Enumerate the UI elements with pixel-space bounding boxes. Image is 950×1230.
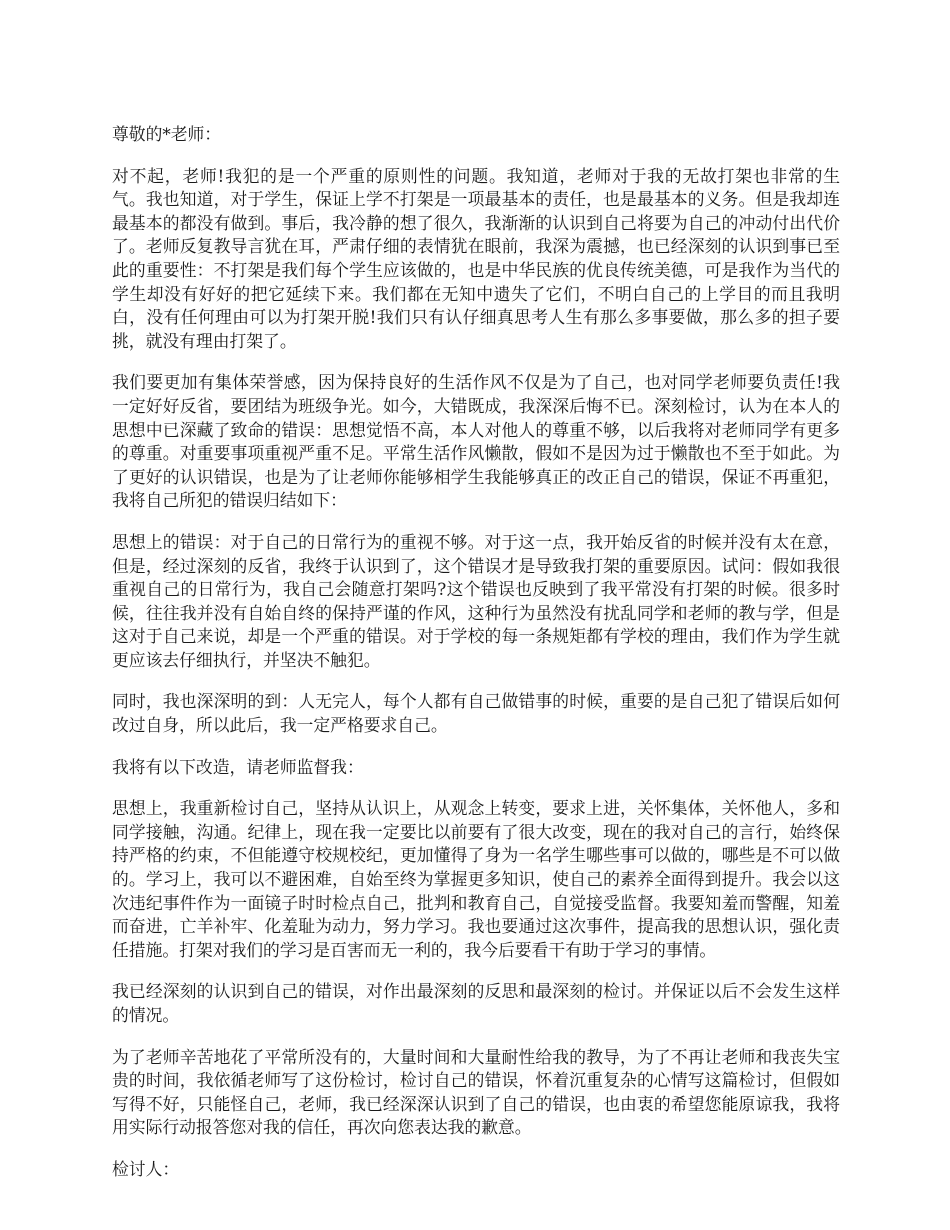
paragraph-apology: 对不起，老师!我犯的是一个严重的原则性的问题。我知道，老师对于我的无故打架也非常的生气。我也知道，对于学生，保证上学不打架是一项最基本的责任，也是最基本的义务。但是我却连最基本的都没有做到。事后，我冷静的想了很久，我渐渐的认识到自己将要为自己的冲动付出代价了。老师反复教导言犹在耳，严肃仔细的表情犹在眼前，我深为震撼，也已经深刻的认识到事已至此的重要性：不打架是我们每个学生应该做的，也是中华民族的优良传统美德，可是我作为当代的学生却没有好好的把它延续下来。我们都在无知中遗失了它们，不明白自己的上学目的而且我明白，没有任何理由可以为打架开脱!我们只有认仔细真思考人生有那么多事要做，那么多的担子要挑，就没有理由打架了。 <box>112 165 840 351</box>
salutation: 尊敬的*老师： <box>112 124 222 144</box>
signature-line: 检讨人： <box>112 1158 180 1179</box>
paragraph-improvement-plan: 思想上，我重新检讨自己，坚持从认识上，从观念上转变，要求上进，关怀集体，关怀他人，多和同学接触，沟通。纪律上，现在我一定要比以前要有了很大改变，现在的我对自己的言行，始终保持严格的约束，不但能遵守校规校纪，更加懂得了身为一名学生哪些事可以做的，哪些是不可以做的。学习上，我可以不避困难，自始至终为掌握更多知识，使自己的素养全面得到提升。我会以这次违纪事件作为一面镜子时时检点自己，批判和教育自己，自觉接受监督。我要知羞而警醒，知羞而奋进，亡羊补牢、化羞耻为动力，努力学习。我也要通过这次事件，提高我的思想认识，强化责任措施。打架对我们的学习是百害而无一利的，我今后要看干有助于学习的事情。 <box>112 798 840 960</box>
paragraph-collective-honor: 我们要更加有集体荣誉感，因为保持良好的生活作风不仅是为了自己，也对同学老师要负责任!我一定好好反省，要团结为班级争光。如今，大错既成，我深深后悔不已。深刻检讨，认为在本人的思想中已深藏了致命的错误：思想觉悟不高，本人对他人的尊重不够，以后我将对老师同学有更多的尊重。对重要事项重视严重不足。平常生活作风懒散，假如不是因为过于懒散也不至于如此。为了更好的认识错误，也是为了让老师你能够相学生我能够真正的改正自己的错误，保证不再重犯，我将自己所犯的错误归结如下： <box>112 372 840 511</box>
paragraph-self-reflection: 同时，我也深深明的到：人无完人，每个人都有自己做错事的时候，重要的是自己犯了错误后如何改过自身，所以此后，我一定严格要求自己。 <box>112 691 840 736</box>
paragraph-ideological-error: 思想上的错误：对于自己的日常行为的重视不够。对于这一点，我开始反省的时候并没有太在意，但是，经过深刻的反省，我终于认识到了，这个错误才是导致我打架的重要原因。试问：假如我很重视自己的日常行为，我自己会随意打架吗?这个错误也反映到了我平常没有打架的时候。很多时候，往往我并没有自始自终的保持严谨的作风，这种行为虽然没有扰乱同学和老师的教与学，但是这对于自己来说，却是一个严重的错误。对于学校的每一条规矩都有学校的理由，我们作为学生就更应该去仔细执行，并坚决不触犯。 <box>112 531 840 670</box>
paragraph-recognition: 我已经深刻的认识到自己的错误，对作出最深刻的反思和最深刻的检讨。并保证以后不会发生这样的情况。 <box>112 981 840 1025</box>
paragraph-improvement-intro: 我将有以下改造，请老师监督我： <box>112 756 364 777</box>
paragraph-closing: 为了老师辛苦地花了平常所没有的，大量时间和大量耐性给我的教导，为了不再让老师和我丧失宝贵的时间，我依循老师写了这份检讨，检讨自己的错误，怀着沉重复杂的心情写这篇检讨，但假如写得不好，只能怪自己，老师，我已经深深认识到了自己的错误，也由衷的希望您能原谅我，我将用实际行动报答您对我的信任，再次向您表达我的歉意。 <box>112 1046 840 1138</box>
